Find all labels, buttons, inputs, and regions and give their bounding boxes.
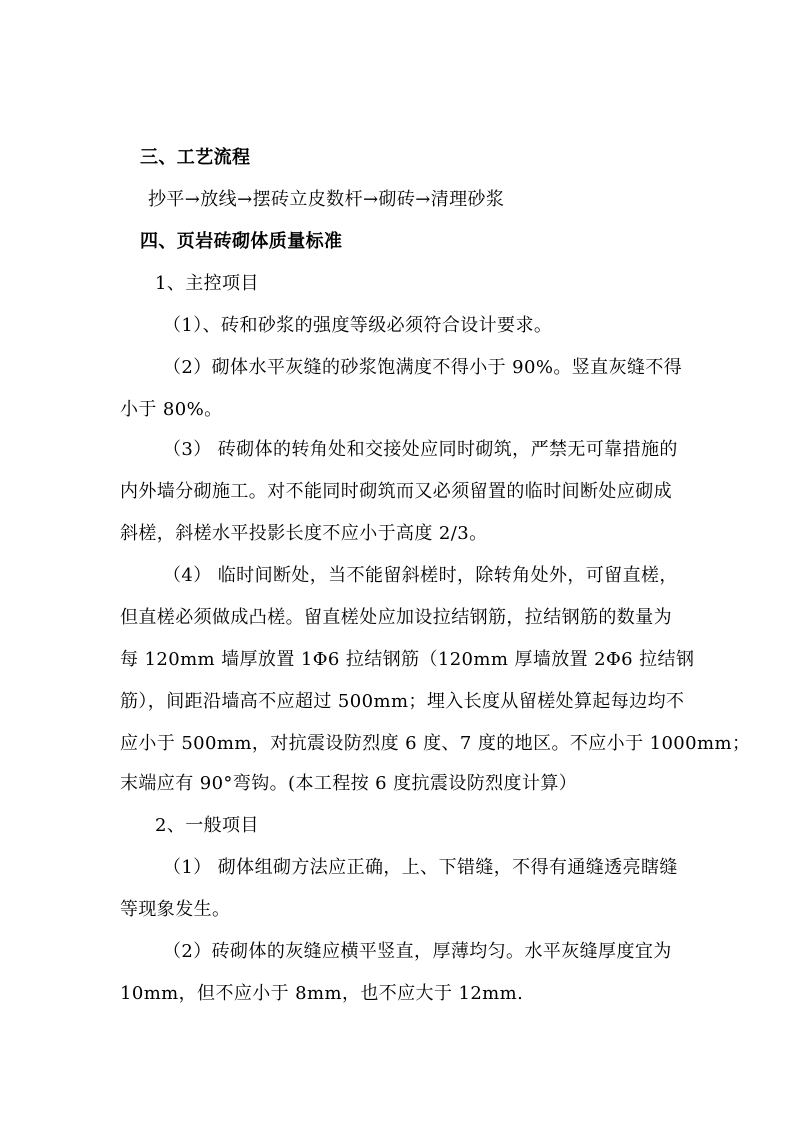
- main-item-line: 末端应有 90°弯钩。(本工程按 6 度抗震设防烈度计算）: [120, 773, 578, 794]
- main-item-line: 内外墙分砌施工。对不能同时砌筑而又必须留置的临时间断处应砌成: [120, 481, 672, 502]
- main-item-line: 筋），间距沿墙高不应超过 500mm；埋入长度从留槎处算起每边均不: [120, 691, 685, 712]
- main-item-line: （2）砌体水平灰缝的砂浆饱满度不得小于 90%。竖直灰缝不得: [163, 357, 683, 378]
- main-item-line: 每 120mm 墙厚放置 1Φ6 拉结钢筋（120mm 厚墙放置 2Φ6 拉结钢: [120, 649, 695, 670]
- main-items-title: 1、主控项目: [155, 273, 259, 294]
- general-item-line: 10mm，但不应小于 8mm，也不应大于 12mm.: [120, 983, 524, 1004]
- main-item-line: （3） 砖砌体的转角处和交接处应同时砌筑，严禁无可靠措施的: [163, 439, 678, 460]
- general-item-line: 等现象发生。: [120, 899, 231, 920]
- section-heading-process: 三、工艺流程: [140, 147, 251, 168]
- main-item-line: 斜槎，斜槎水平投影长度不应小于高度 2/3。: [120, 523, 488, 544]
- general-item-line: （1） 砌体组砌方法应正确，上、下错缝，不得有通缝透亮瞎缝: [163, 857, 678, 878]
- main-item-line: 应小于 500mm，对抗震设防烈度 6 度、7 度的地区。不应小于 1000mm；: [120, 733, 751, 754]
- general-item-line: （2）砖砌体的灰缝应横平竖直，厚薄均匀。水平灰缝厚度宜为: [163, 941, 672, 962]
- section-heading-quality: 四、页岩砖砌体质量标准: [140, 231, 343, 252]
- main-item-line: （1）、砖和砂浆的强度等级必须符合设计要求。: [163, 315, 553, 336]
- process-flow-text: 抄平→放线→摆砖立皮数杆→砌砖→清理砂浆: [148, 189, 505, 210]
- main-item-line: （4） 临时间断处，当不能留斜槎时，除转角处外，可留直槎，: [163, 565, 678, 586]
- main-item-line: 小于 80%。: [120, 399, 223, 420]
- general-items-title: 2、一般项目: [155, 815, 259, 836]
- main-item-line: 但直槎必须做成凸槎。留直槎处应加设拉结钢筋，拉结钢筋的数量为: [120, 607, 672, 628]
